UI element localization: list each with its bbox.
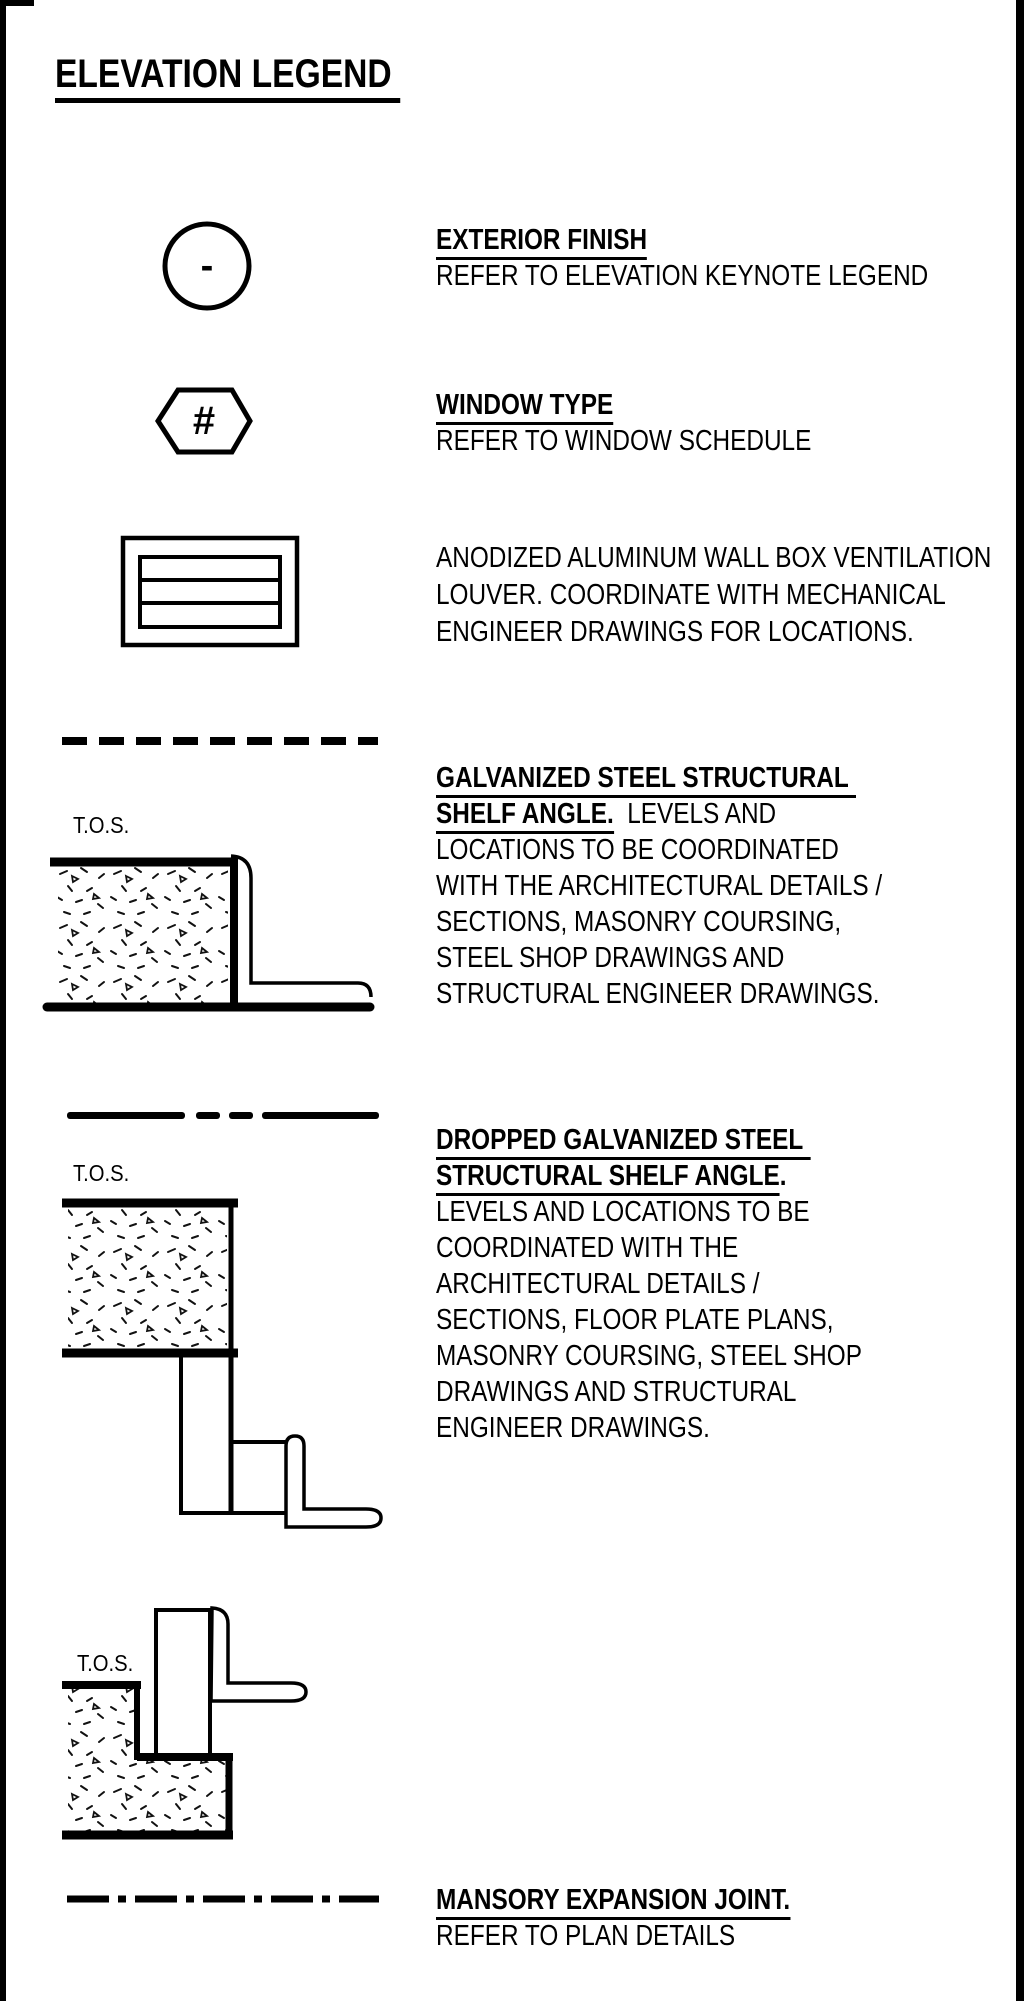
legend-entry-louver: [436, 540, 991, 651]
tos-label-3: T.O.S.: [77, 1650, 134, 1676]
entry-body-line: SECTIONS, MASONRY COURSING,: [436, 906, 842, 938]
entry-heading: GALVANIZED STEEL STRUCTURAL: [436, 760, 882, 796]
entry-body-line: LOUVER. COORDINATE WITH MECHANICAL: [436, 579, 946, 611]
dash-dot-line: [67, 1112, 379, 1119]
entry-heading: DROPPED GALVANIZED STEEL: [436, 1122, 862, 1158]
entry-body-line: MASONRY COURSING, STEEL SHOP: [436, 1340, 862, 1372]
entry-body-line: ENGINEER DRAWINGS.: [436, 1412, 710, 1444]
dropped-shelf-angle-detail: [62, 1200, 381, 1527]
legend-entry-exterior-finish: [436, 222, 928, 294]
concrete-hatch: [58, 866, 228, 1003]
entry-body-line: DRAWINGS AND STRUCTURAL: [436, 1376, 797, 1408]
legend-entry-window-type: [436, 387, 811, 459]
sheet-border-top-stub: [0, 0, 34, 6]
sheet-border-right: [1016, 0, 1024, 2001]
entry-heading: EXTERIOR FINISH: [436, 222, 928, 258]
legend-entry-expansion-joint: [436, 1882, 790, 1954]
entry-body-line: REFER TO WINDOW SCHEDULE: [436, 425, 812, 457]
window-number-glyph: #: [192, 399, 216, 443]
concrete-hatch: [68, 1207, 227, 1349]
entry-body-line: STEEL SHOP DRAWINGS AND: [436, 942, 785, 974]
tos-label-1: T.O.S.: [73, 812, 130, 838]
sheet-border-left: [0, 0, 6, 2001]
legend-entry-shelf-angle: [436, 760, 882, 1012]
entry-body-line: ARCHITECTURAL DETAILS /: [436, 1268, 760, 1300]
page-title: [55, 49, 400, 99]
shelf-angle-detail: [47, 856, 371, 1007]
entry-heading-mixed-line: SHELF ANGLE. LEVELS AND: [436, 796, 882, 832]
keynote-dash-glyph: -: [200, 245, 214, 287]
entry-body-line: REFER TO PLAN DETAILS: [436, 1920, 736, 1952]
entry-body-line: COORDINATED WITH THE: [436, 1232, 739, 1264]
entry-body-line: WITH THE ARCHITECTURAL DETAILS /: [436, 870, 883, 902]
entry-body-line: LEVELS AND LOCATIONS TO BE: [436, 1196, 810, 1228]
entry-heading: WINDOW TYPE: [436, 387, 811, 423]
entry-heading: MANSORY EXPANSION JOINT.: [436, 1882, 790, 1918]
legend-entry-dropped-shelf-angle: [436, 1122, 862, 1446]
entry-body-line: ENGINEER DRAWINGS FOR LOCATIONS.: [436, 616, 914, 648]
page-title-text: ELEVATION LEGEND: [55, 52, 400, 103]
entry-body-line: ANODIZED ALUMINUM WALL BOX VENTILATION: [436, 542, 992, 574]
entry-body-line: REFER TO ELEVATION KEYNOTE LEGEND: [436, 260, 929, 292]
entry-body-line: STRUCTURAL ENGINEER DRAWINGS.: [436, 978, 880, 1010]
embedded-plate-detail: [62, 1608, 306, 1838]
entry-body-line: SECTIONS, FLOOR PLATE PLANS,: [436, 1304, 834, 1336]
tos-label-2: T.O.S.: [73, 1160, 130, 1186]
louver-symbol: [123, 538, 297, 645]
entry-body-line: LOCATIONS TO BE COORDINATED: [436, 834, 839, 866]
entry-heading: STRUCTURAL SHELF ANGLE.: [436, 1158, 862, 1194]
